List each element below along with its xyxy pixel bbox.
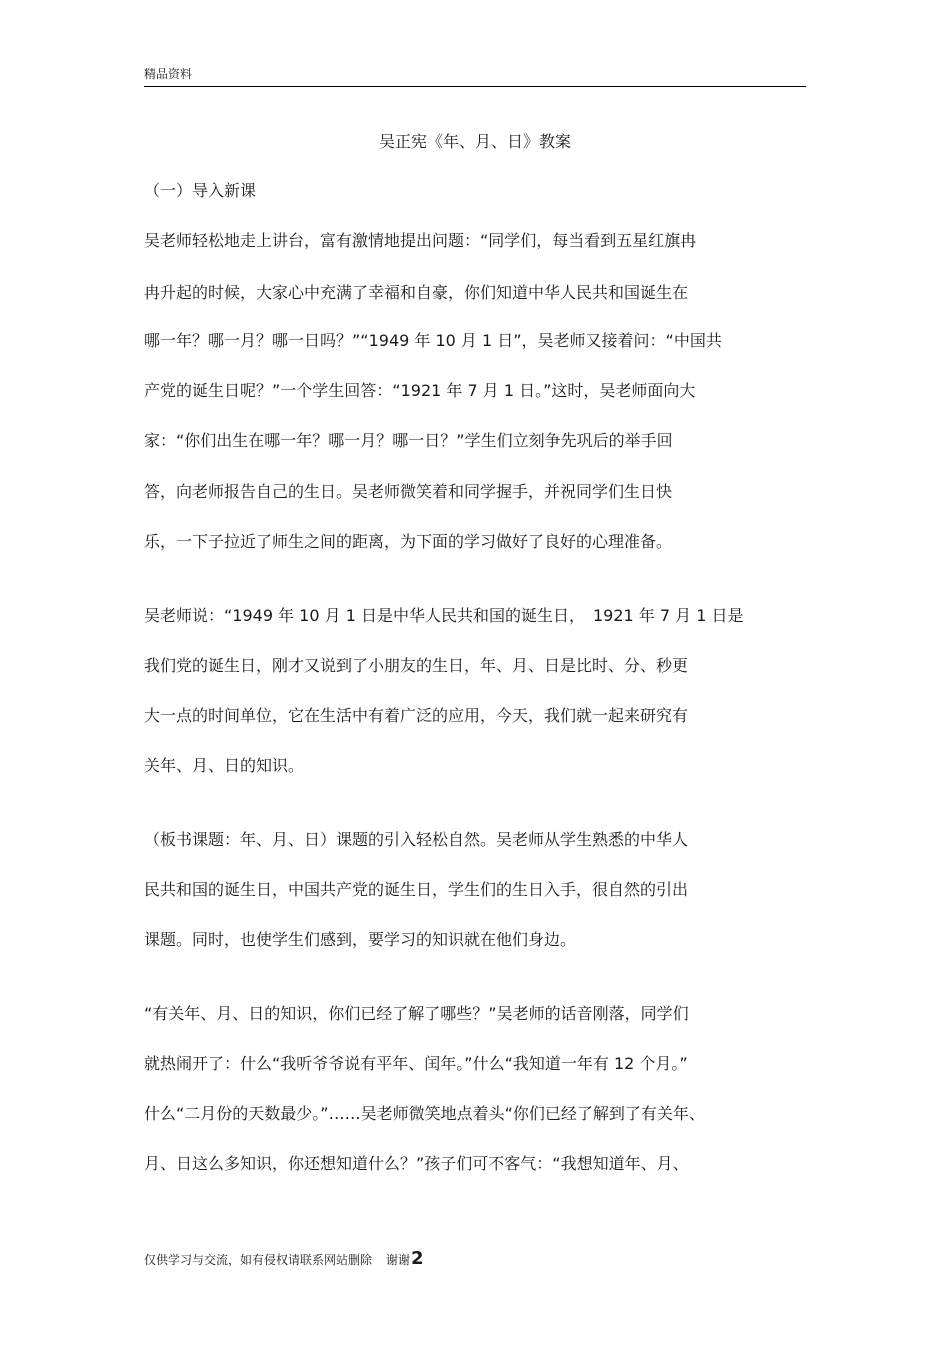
text-line: 吴老师轻松地走上讲台，富有激情地提出问题：“同学们，每当看到五星红旗冉 xyxy=(144,231,697,250)
text-line: “有关年、月、日的知识，你们已经了解了哪些？”吴老师的话音刚落，同学们 xyxy=(144,1004,689,1023)
footer-thanks: 谢谢 xyxy=(386,1253,411,1267)
text-line: 课题。同时，也使学生们感到，要学习的知识就在他们身边。 xyxy=(144,930,577,949)
text-line: 产党的诞生日呢？”一个学生回答：“1921 年 7 月 1 日。”这时，吴老师面向大 xyxy=(144,381,696,400)
text-line: 我们党的诞生日，刚才又说到了小朋友的生日，年、月、日是比时、分、秒更 xyxy=(144,656,689,675)
text-line: 民共和国的诞生日，中国共产党的诞生日，学生们的生日入手，很自然的引出 xyxy=(144,880,689,899)
footer-disclaimer: 仅供学习与交流，如有侵权请联系网站删除 xyxy=(144,1253,373,1267)
header-divider xyxy=(144,86,806,87)
text-line: 家：“你们出生在哪一年？哪一月？哪一日？”学生们立刻争先巩后的举手回 xyxy=(144,431,673,450)
text-line: 月、日这么多知识，你还想知道什么？”孩子们可不客气：“我想知道年、月、 xyxy=(144,1154,689,1173)
page-footer xyxy=(144,1250,424,1269)
text-line: 哪一年？哪一月？哪一日吗？”“1949 年 10 月 1 日”，吴老师又接着问：“中国共 xyxy=(144,331,722,350)
text-line: 就热闹开了：什么“我听爷爷说有平年、闰年。”什么“我知道一年有 12 个月。” xyxy=(144,1054,688,1073)
text-line: 大一点的时间单位，它在生活中有着广泛的应用，今天，我们就一起来研究有 xyxy=(144,706,689,725)
text-line: （板书课题：年、月、日）课题的引入轻松自然。吴老师从学生熟悉的中华人 xyxy=(144,830,689,849)
text-line: 吴老师说：“1949 年 10 月 1 日是中华人民共和国的诞生日， 1921 年 7 月 1 日是 xyxy=(144,606,744,625)
text-line: 乐，一下子拉近了师生之间的距离，为下面的学习做好了良好的心理准备。 xyxy=(144,532,673,551)
text-line: 冉升起的时候，大家心中充满了幸福和自豪，你们知道中华人民共和国诞生在 xyxy=(144,283,689,302)
text-line: 关年、月、日的知识。 xyxy=(144,756,305,775)
text-line: 什么“二月份的天数最少。”……吴老师微笑地点着头“你们已经了解到了有关年、 xyxy=(144,1104,705,1123)
header-label: 精品资料 xyxy=(144,67,193,81)
text-line: 答，向老师报告自己的生日。吴老师微笑着和同学握手，并祝同学们生日快 xyxy=(144,482,673,501)
page-number: 2 xyxy=(411,1248,424,1269)
document-title: 吴正宪《年、月、日》教案 xyxy=(378,132,571,151)
section-heading: （一）导入新课 xyxy=(144,181,257,200)
